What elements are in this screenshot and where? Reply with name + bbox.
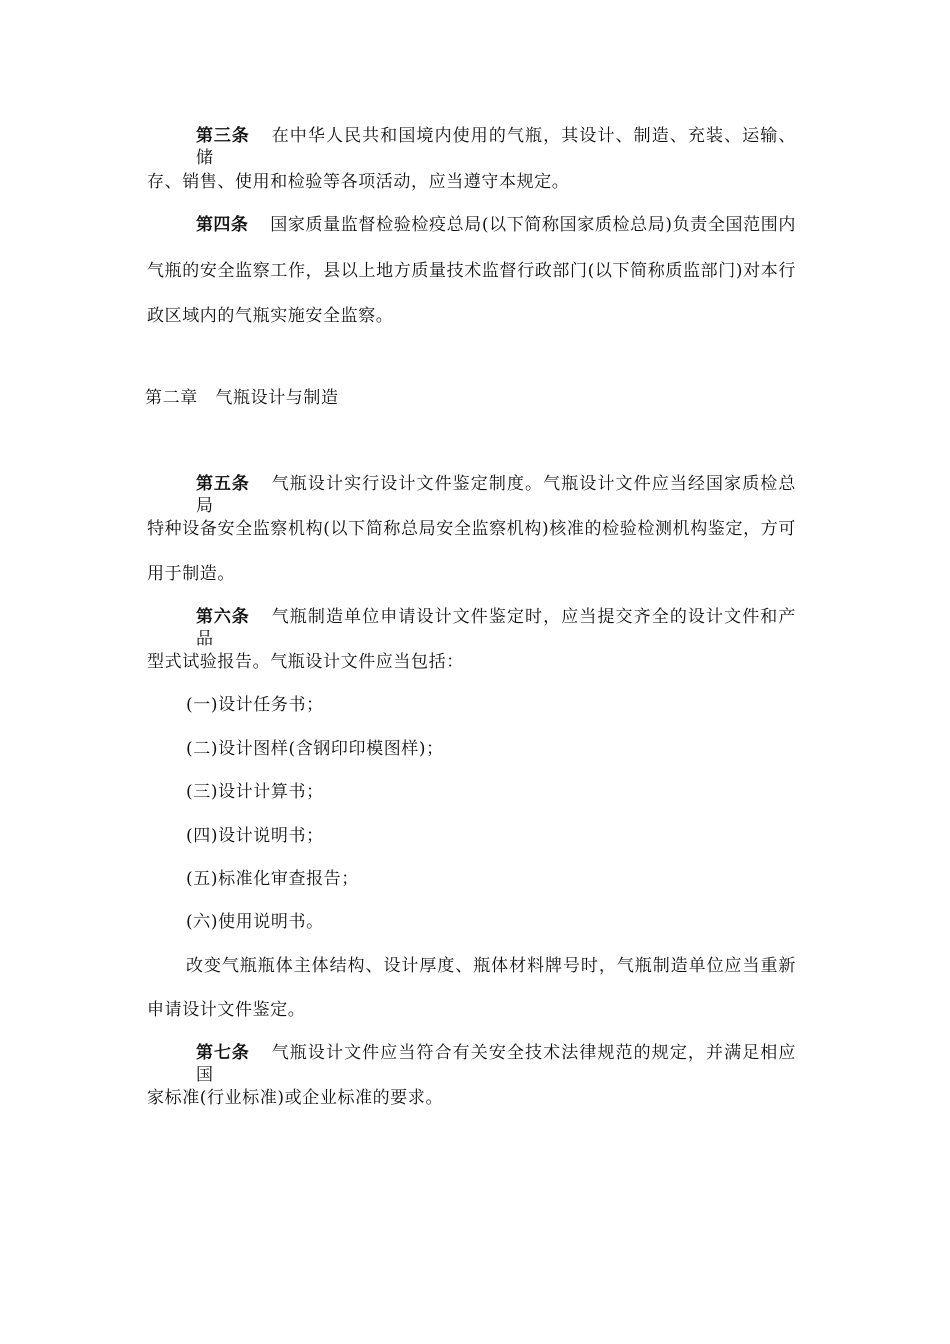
list-item: (三)设计计算书；: [186, 782, 324, 802]
list-item: (五)标准化审查报告；: [186, 869, 359, 889]
article7-line2: 家标准(行业标准)或企业标准的要求。: [147, 1088, 444, 1108]
article6-note-line1: 改变气瓶瓶体主体结构、设计厚度、瓶体材料牌号时，气瓶制造单位应当重新: [186, 956, 796, 976]
article5-line2: 特种设备安全监察机构(以下简称总局安全监察机构)核准的检验检测机构鉴定，方可: [147, 519, 796, 539]
article4-line3: 政区域内的气瓶实施安全监察。: [147, 306, 394, 326]
article4-line1: [196, 214, 796, 236]
article6-text1: 气瓶制造单位申请设计文件鉴定时，应当提交齐全的设计文件和产品: [196, 607, 797, 649]
article5-line1: [196, 473, 796, 517]
list-item: (四)设计说明书；: [186, 826, 324, 846]
article5-line3: 用于制造。: [147, 564, 235, 584]
article4-text1: 国家质量监督检验检疫总局(以下简称国家质检总局)负责全国范围内: [270, 215, 796, 235]
article6-note-line2: 申请设计文件鉴定。: [147, 1000, 306, 1020]
article3-label: 第三条: [196, 126, 250, 146]
article4-line2: 气瓶的安全监察工作，县以上地方质量技术监督行政部门(以下简称质监部门)对本行: [147, 261, 796, 281]
article4-label: 第四条: [196, 215, 249, 235]
article5-label: 第五条: [196, 474, 250, 494]
article6-line1: [196, 606, 796, 650]
list-item: (六)使用说明书。: [186, 912, 324, 932]
article3-text1: 在中华人民共和国境内使用的气瓶，其设计、制造、充装、运输、储: [196, 126, 797, 168]
article3-line2: 存、销售、使用和检验等各项活动，应当遵守本规定。: [147, 172, 570, 192]
article7-line1: [196, 1042, 796, 1086]
article7-text1: 气瓶设计文件应当符合有关安全技术法律规范的规定，并满足相应国: [196, 1043, 797, 1085]
list-item: (二)设计图样(含钢印印模图样)；: [186, 739, 444, 759]
chapter-heading: 第二章 气瓶设计与制造: [145, 388, 339, 408]
list-item: (一)设计任务书；: [186, 695, 324, 715]
article6-line2: 型式试验报告。气瓶设计文件应当包括：: [147, 652, 464, 672]
article5-text1: 气瓶设计实行设计文件鉴定制度。气瓶设计文件应当经国家质检总局: [196, 474, 797, 516]
article7-label: 第七条: [196, 1043, 250, 1063]
article6-label: 第六条: [196, 607, 250, 627]
article3-line1: [196, 125, 796, 169]
